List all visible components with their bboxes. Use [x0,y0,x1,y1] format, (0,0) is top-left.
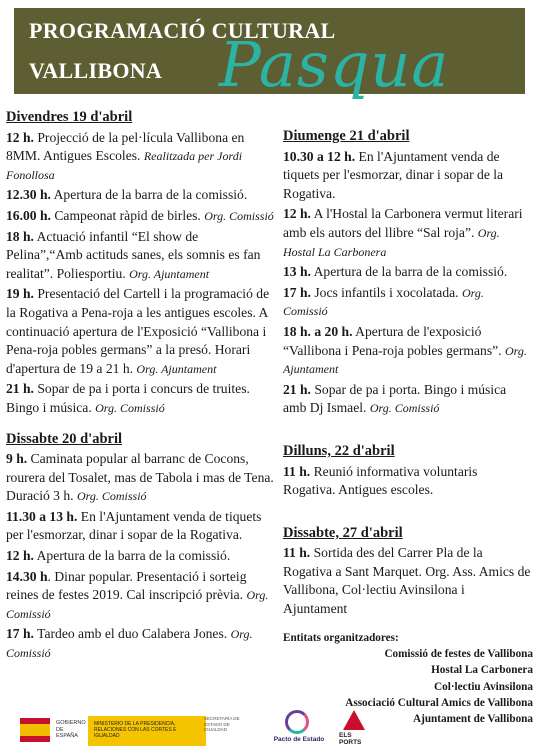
day-heading: Dissabte 20 d'abril [6,430,123,447]
event-description: Apertura de la barra de la comissió. [310,264,508,280]
spain-crest-icon [20,718,50,742]
ministry-text: MINISTERIO DE LA PRESIDENCIA, RELACIONES CON LAS CORTES E IGUALDAD [94,721,177,739]
event-time: 11.30 a 13 h. [6,508,78,524]
section-spacer [283,502,531,524]
event-organizer: Org. Comissió [283,285,484,319]
day-heading: Dissabte, 27 d'abril [283,524,403,541]
event-organizer: Realitzada per Jordi Fonollosa [6,149,243,182]
mountain-icon [343,710,365,730]
event-description: Sopar de pa i porta i concurs de truites. Bingo i música. [6,381,250,415]
event-description: Reunió informativa voluntaris Rogativa. Antigues escoles. [283,463,478,498]
header-title-line2: VALLIBONA [29,58,163,83]
event-time: 13 h. [283,264,311,280]
event-time: 9 h. [6,451,28,467]
event-description: Sortida des del Carrer Pla de la Rogativa a Sant Marquet. Org. Ass. Amics de Vallibona, Col·lectiu Avinsilona i Ajuntament [283,545,531,617]
event-organizer: Org. Ajuntament [136,361,217,376]
pacto-circle-icon [285,710,309,734]
event-time: 16.00 h. [6,207,51,223]
event-time: 18 h. a 20 h. [283,323,353,339]
event-entry [6,547,278,566]
event-organizer: Org. Comissió [204,208,274,223]
event-time: 14.30 h [6,568,48,584]
event-entry [283,148,531,204]
event-time: 18 h. [6,228,34,244]
event-description: Jocs infantils i xocolatada. [310,284,462,300]
gov-text: GOBIERNO DE ESPAÑA [56,720,86,739]
event-time: 11 h. [283,545,311,561]
day-heading: Divendres 19 d'abril [6,109,133,125]
event-description: En l'Ajuntament venda de tiquets per l'esmorzar, dinar i sopar de la Rogativa. [6,508,262,543]
section-spacer [6,420,278,430]
organizer-item: Comissió de festes de Vallibona [384,648,533,661]
event-description: Campeonat ràpid de birles. [50,207,205,223]
event-entry [283,544,531,618]
event-organizer: Org. Comissió [76,489,147,504]
secretaria-logo: SECRETARÍA DE ESTADO DE IGUALDAD [204,716,240,732]
event-time: 21 h. [6,381,34,397]
event-time: 12.30 h. [6,187,51,203]
event-organizer: Org. Comissió [95,400,165,415]
event-organizer: Org. Comissió [369,401,440,416]
event-description: Apertura de la barra de la comissió. [50,187,248,203]
event-description: Presentació del Cartell i la programació de la Rogativa a Pena-roja a les antigues escoles. A continuació apertura de l'Exposició “Vallibona i Pena-roja pobles germans” a la presó. Horari d'apertura de 19 a 21 h. [6,286,270,376]
event-organizer: Org. Ajuntament [283,343,527,377]
event-entry [283,323,531,379]
organizer-item: Ajuntament de Vallibona [413,713,533,726]
els-ports-logo [339,710,371,750]
sponsor-footer [14,710,524,750]
event-time: 10.30 a 12 h. [283,148,356,164]
event-time: 17 h. [283,284,311,300]
ports-label: ELS PORTS [339,732,362,746]
event-entry [6,186,278,205]
event-entry [6,129,278,185]
event-entry [283,381,531,418]
header-banner [14,8,525,101]
event-time: 12 h. [6,129,34,145]
event-time: 19 h. [6,286,34,302]
event-entry [6,568,278,624]
event-entry [6,285,278,378]
header-script-word: Pasqua [219,28,450,101]
event-description: Caminata popular al barranc de Cocons, rourera del Tosalet, mas de Tabola i mas de Tena. Duració 3 h. [6,451,274,504]
event-entry [283,284,531,321]
section-spacer [283,420,531,442]
pacto-estado-logo [269,710,329,750]
event-description: . Dinar popular. Presentació i sorteig reines de festes 2019. Cal inscripció prèvia. [6,568,247,603]
organizer-item: Col·lectiu Avinsilona [434,680,533,693]
event-time: 12 h. [283,206,311,222]
event-organizer: Org. Hostal La Carbonera [283,225,500,259]
event-organizer: Org. Comissió [6,588,269,621]
event-entry [283,263,531,282]
organizer-item: Associació Cultural Amics de Vallibona [345,696,533,709]
government-logo [20,714,200,748]
event-entry [6,380,278,417]
event-entry [6,450,278,506]
ministry-band [88,716,206,746]
event-description: Apertura de la barra de la comissió. [33,548,231,564]
event-description: Sopar de pa i porta. Bingo i música amb Dj Ismael. [283,381,507,416]
event-time: 12 h. [6,548,34,564]
event-time: 21 h. [283,381,311,397]
event-organizer: Org. Comissió [6,627,253,661]
event-description: Projecció de la pel·lícula Vallibona en 8MM. Antigues Escoles. [6,129,245,164]
event-organizer: Org. Ajuntament [129,266,210,281]
day-heading: Diumenge 21 d'abril [283,128,410,144]
event-entry [6,625,278,662]
event-entry [283,463,531,500]
organizers-title: Entitats organitzadores: [283,632,399,644]
event-description: Apertura de l'exposició “Vallibona i Pena-roja pobles germans”. [283,323,505,358]
event-description: Actuació infantil “El show de Pelina”,“Amb actituds sanes, els somnis es fan realitat”. Poliesportiu. [6,228,261,281]
event-entry [283,205,531,261]
event-time: 17 h. [6,626,34,642]
organizer-item: Hostal La Carbonera [431,664,533,677]
event-entry [6,207,278,226]
event-description: A l'Hostal la Carbonera vermut literari amb els autors del llibre “Sal roja”. [283,206,523,240]
event-description: En l'Ajuntament venda de tiquets per l'esmorzar, dinar i sopar de la Rogativa. [283,148,504,201]
right-column [283,127,531,621]
day-heading: Dilluns, 22 d'abril [283,442,395,459]
event-description: Tardeo amb el duo Calabera Jones. [33,626,231,642]
header-title-line1: PROGRAMACIÓ CULTURAL [29,18,336,43]
event-entry [6,508,278,545]
event-entry [6,228,278,284]
pacto-label: Pacto de Estado [273,736,325,743]
left-column [6,108,278,665]
event-time: 11 h. [283,463,311,479]
